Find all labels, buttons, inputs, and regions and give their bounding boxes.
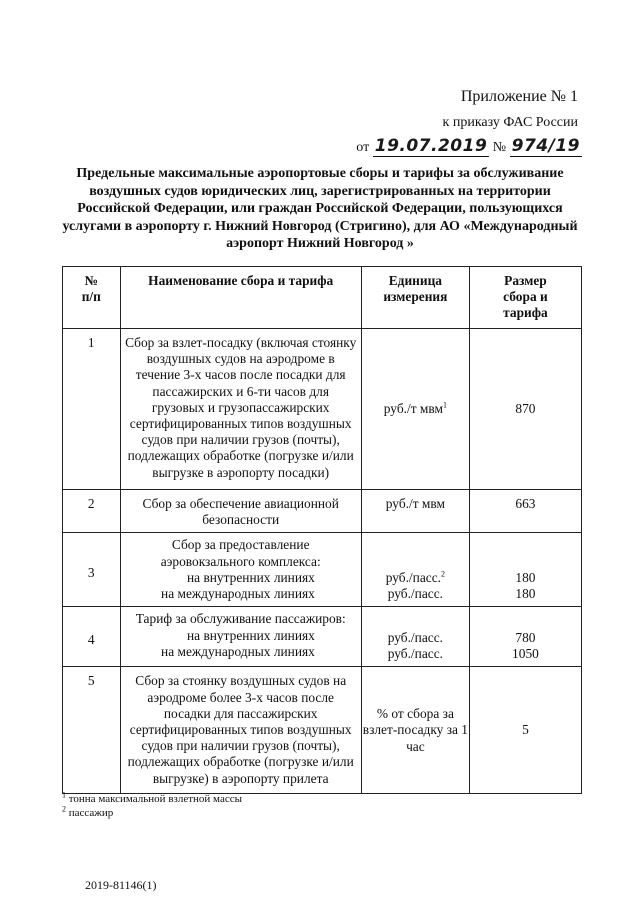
row-unit-domestic: руб./пасс.$^2$ [385, 569, 445, 585]
row-name: Тариф за обслуживание пассажиров: [135, 611, 346, 627]
row-sub-international: на международных линиях [161, 643, 315, 659]
row-value-international: 180 [515, 586, 536, 602]
footnote: $^2$ пассажир [62, 804, 114, 819]
number-prefix: № [492, 140, 507, 155]
row-value-domestic: 180 [515, 570, 536, 585]
header-size: Размер сбора и тарифа [469, 267, 581, 329]
row-value-cell [469, 533, 581, 607]
header-name: Наименование сбора и тарифа [120, 267, 361, 329]
tariff-table [62, 266, 582, 794]
row-value: 5 [469, 667, 581, 794]
row-number: 1 [63, 329, 121, 490]
table-row [63, 607, 582, 667]
row-number: 2 [63, 490, 121, 533]
table-row [63, 490, 582, 533]
header-number: № п/п [63, 267, 121, 329]
table-row [63, 667, 582, 794]
row-name: Сбор за предоставление аэровокзального комплекса: [160, 537, 321, 569]
row-name-cell [120, 533, 361, 607]
row-value-international: 1050 [512, 646, 539, 662]
appendix-label: Приложение № 1 [460, 88, 578, 105]
order-date: 19.07.2019 [374, 136, 488, 156]
row-value-cell [469, 607, 581, 667]
row-sub-domestic: на внутренних линиях [186, 627, 315, 643]
row-value-domestic: 780 [515, 630, 536, 645]
row-unit: руб./т мвм$^1$ [361, 329, 469, 490]
row-number: 3 [63, 533, 121, 607]
document-number: 2019-81146(1) [85, 878, 157, 892]
table-header-row [63, 267, 582, 329]
from-prefix: от [356, 140, 370, 155]
header-unit: Единица измерения [361, 267, 469, 329]
row-unit-international: руб./пасс. [387, 646, 443, 662]
row-sub-domestic: на внутренних линиях [186, 569, 315, 585]
row-unit: % от сбора за взлет-посадку за 1 час [361, 667, 469, 794]
table-row [63, 533, 582, 607]
order-date-number-line [356, 136, 582, 156]
footnote: $^1$ тонна максимальной взлетной массы [62, 790, 242, 805]
row-unit: руб./т мвм [361, 490, 469, 533]
row-sub-international: на международных линиях [161, 586, 315, 602]
row-value: 663 [469, 490, 581, 533]
row-name: Сбор за стоянку воздушных судов на аэродроме более 3-х часов после посадки для пассажирских сертифицированных типов воздушных судов при наличии грузов (почты), подлежащих обработке (погрузке и/или выгрузке) в аэропорту прилета [120, 667, 361, 794]
row-value: 870 [469, 329, 581, 490]
row-unit-international: руб./пасс. [387, 586, 443, 602]
table-row [63, 329, 582, 490]
row-number: 5 [63, 667, 121, 794]
row-unit-cell [361, 607, 469, 667]
row-number: 4 [63, 607, 121, 667]
order-reference: к приказу ФАС России [442, 115, 578, 130]
row-unit-domestic: руб./пасс. [387, 630, 443, 645]
footnotes [62, 792, 242, 820]
row-name: Сбор за обеспечение авиационной безопасности [120, 490, 361, 533]
row-name: Сбор за взлет-посадку (включая стоянку воздушных судов на аэродроме в течение 3-х часов после посадки для пассажирских и 6-ти часов для грузовых и грузопассажирских сертифицированных типов воздушных судов при наличии грузов (почты), подлежащих обработке (погрузке и/или выгрузке в аэропорту посадки) [120, 329, 361, 490]
row-name-cell [120, 607, 361, 667]
row-unit-cell [361, 533, 469, 607]
document-title: Предельные максимальные аэропортовые сборы и тарифы за обслуживание воздушных судов юридических лиц, зарегистрированных на территории Российской Федерации, или граждан Российской Федерации, пользующихся услугами в аэропорту г. Нижний Новгород (Стригино), для АО «Международный аэропорт Нижний Новгород » [62, 166, 578, 251]
order-number: 974/19 [511, 136, 580, 156]
